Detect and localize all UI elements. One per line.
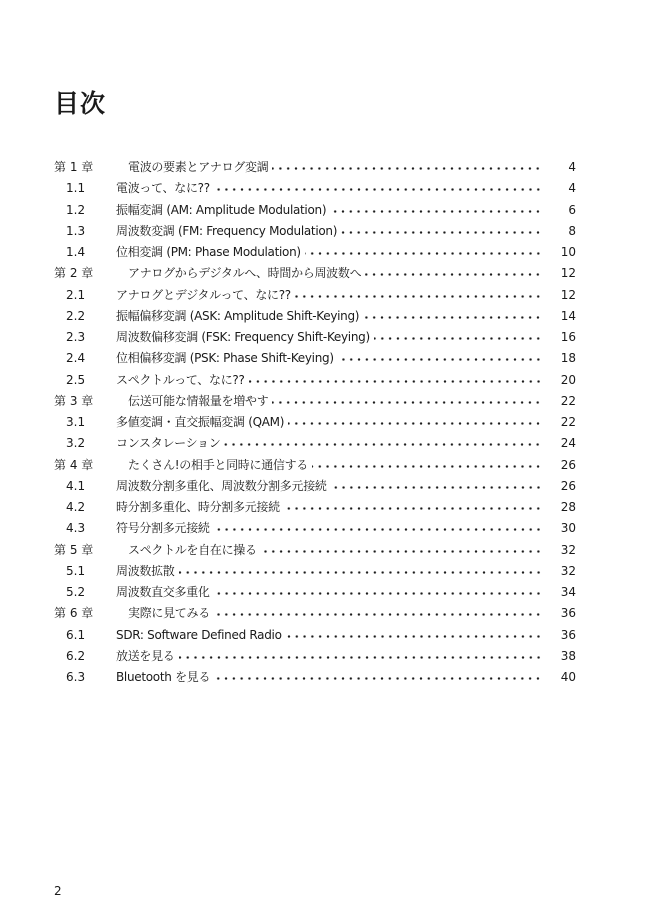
toc-entry-page: 6	[568, 202, 576, 217]
toc-entry-page: 32	[560, 542, 576, 557]
toc-entry-page: 34	[560, 585, 576, 599]
toc-entry-number: 3.2	[66, 436, 86, 451]
dot-leader	[331, 486, 542, 489]
dot-leader	[224, 443, 542, 446]
page-number: 2	[54, 884, 62, 898]
toc-entry-number: 2.2	[66, 308, 86, 323]
toc-entry-title: たくさん!の相手と同時に通信する	[128, 457, 309, 472]
toc-entry-page: 20	[560, 372, 576, 387]
toc-entry-number: 2.3	[66, 330, 86, 344]
toc-entry-title: 振幅偏移変調 (ASK: Amplitude Shift-Keying)	[116, 308, 360, 323]
toc-entry-title: アナログとデジタルって、なに??	[116, 287, 291, 302]
toc-chapter-entry[interactable]	[54, 157, 576, 178]
dot-leader	[286, 635, 542, 638]
toc-entry-number: 6.2	[66, 648, 86, 663]
toc-entry-title: 多値変調・直交振幅変調 (QAM)	[116, 415, 285, 429]
toc-section-entry[interactable]	[54, 497, 576, 518]
toc-entry-title: 位相偏移変調 (PSK: Phase Shift-Keying)	[116, 351, 334, 366]
page-title: 目次	[54, 89, 107, 118]
toc-entry-page: 32	[560, 563, 576, 578]
toc-chapter-entry[interactable]	[54, 540, 576, 561]
toc-entry-number: 2.1	[66, 287, 86, 302]
toc-entry-title: 放送を見る	[116, 648, 175, 663]
toc-entry-title: 電波って、なに??	[116, 181, 210, 196]
toc-entry-page: 4	[568, 160, 576, 174]
toc-entry-title: 電波の要素とアナログ変調	[128, 160, 269, 174]
toc-entry-number: 4.3	[66, 521, 86, 536]
toc-entry-number: 6.1	[66, 627, 86, 642]
toc-section-entry[interactable]	[54, 518, 576, 539]
toc-section-entry[interactable]	[54, 412, 576, 433]
dot-leader	[374, 337, 542, 340]
dot-leader	[338, 358, 542, 361]
toc-section-entry[interactable]	[54, 561, 576, 582]
toc-entry-title: スペクトルを自在に操る	[128, 542, 257, 557]
dot-leader	[305, 252, 542, 255]
dot-leader	[272, 167, 542, 170]
toc-entry-number: 5.2	[66, 585, 86, 599]
dot-leader	[288, 422, 542, 425]
toc-section-entry[interactable]	[54, 178, 576, 199]
dot-leader	[363, 316, 542, 319]
table-of-contents	[54, 157, 576, 688]
toc-section-entry[interactable]	[54, 582, 576, 603]
toc-entry-title: 周波数偏移変調 (FSK: Frequency Shift-Keying)	[116, 330, 370, 344]
toc-section-entry[interactable]	[54, 433, 576, 454]
dot-leader	[261, 550, 542, 553]
toc-section-entry[interactable]	[54, 200, 576, 221]
toc-entry-number: 3.1	[66, 415, 86, 429]
toc-entry-page: 36	[560, 627, 576, 642]
dot-leader	[214, 592, 542, 595]
dot-leader	[284, 507, 542, 510]
toc-entry-number: 1.1	[66, 181, 86, 196]
toc-entry-title: 周波数分割多重化、周波数分割多元接続	[116, 478, 327, 493]
toc-entry-number: 第 3 章	[54, 393, 94, 408]
dot-leader	[249, 380, 542, 383]
toc-entry-title: 符号分割多元接続	[116, 521, 210, 536]
toc-entry-title: Bluetooth を見る	[116, 670, 211, 684]
toc-entry-number: 第 6 章	[54, 606, 94, 621]
toc-chapter-entry[interactable]	[54, 455, 576, 476]
toc-entry-title: アナログからデジタルへ、時間から周波数へ	[128, 266, 362, 281]
dot-leader	[214, 188, 542, 191]
toc-entry-page: 12	[560, 287, 576, 302]
toc-section-entry[interactable]	[54, 306, 576, 327]
toc-entry-number: 第 5 章	[54, 542, 94, 557]
toc-entry-title: 位相変調 (PM: Phase Modulation)	[116, 245, 301, 259]
toc-chapter-entry[interactable]	[54, 263, 576, 284]
toc-entry-page: 22	[560, 393, 576, 408]
toc-entry-page: 18	[560, 351, 576, 366]
toc-entry-page: 22	[560, 415, 576, 429]
dot-leader	[295, 295, 542, 298]
toc-entry-number: 6.3	[66, 670, 86, 684]
toc-entry-title: 周波数拡散	[116, 563, 175, 578]
toc-entry-number: 1.4	[66, 245, 86, 259]
toc-entry-page: 40	[560, 670, 576, 684]
toc-section-entry[interactable]	[54, 476, 576, 497]
toc-entry-number: 第 2 章	[54, 266, 94, 281]
toc-chapter-entry[interactable]	[54, 391, 576, 412]
toc-section-entry[interactable]	[54, 327, 576, 348]
toc-section-entry[interactable]	[54, 667, 576, 688]
toc-entry-title: 伝送可能な情報量を増やす	[128, 393, 269, 408]
toc-entry-page: 24	[560, 436, 576, 451]
dot-leader	[179, 571, 542, 574]
toc-entry-page: 14	[560, 308, 576, 323]
dot-leader	[341, 231, 542, 234]
dot-leader	[330, 210, 542, 213]
dot-leader	[272, 401, 542, 404]
toc-entry-title: SDR: Software Defined Radio	[116, 627, 282, 642]
toc-entry-number: 4.1	[66, 478, 86, 493]
toc-entry-page: 10	[560, 245, 576, 259]
toc-entry-page: 4	[568, 181, 576, 196]
toc-entry-page: 38	[560, 648, 576, 663]
toc-entry-page: 12	[560, 266, 576, 281]
toc-entry-page: 36	[560, 606, 576, 621]
dot-leader	[179, 656, 542, 659]
toc-section-entry[interactable]	[54, 285, 576, 306]
toc-section-entry[interactable]	[54, 625, 576, 646]
toc-entry-title: スペクトルって、なに??	[116, 372, 245, 387]
toc-entry-number: 5.1	[66, 563, 86, 578]
dot-leader	[214, 528, 542, 531]
toc-entry-number: 2.4	[66, 351, 86, 366]
dot-leader	[214, 613, 542, 616]
toc-entry-page: 16	[560, 330, 576, 344]
toc-entry-page: 30	[560, 521, 576, 536]
toc-section-entry[interactable]	[54, 348, 576, 369]
toc-entry-title: 周波数変調 (FM: Frequency Modulation)	[116, 223, 338, 238]
toc-entry-number: 1.2	[66, 202, 86, 217]
toc-entry-number: 4.2	[66, 500, 86, 514]
toc-chapter-entry[interactable]	[54, 603, 576, 624]
toc-section-entry[interactable]	[54, 370, 576, 391]
toc-section-entry[interactable]	[54, 221, 576, 242]
dot-leader	[214, 677, 542, 680]
toc-section-entry[interactable]	[54, 646, 576, 667]
toc-entry-number: 第 1 章	[54, 160, 94, 174]
toc-entry-title: 周波数直交多重化	[116, 585, 210, 599]
toc-entry-page: 28	[560, 500, 576, 514]
toc-entry-title: 振幅変調 (AM: Amplitude Modulation)	[116, 202, 327, 217]
toc-entry-page: 26	[560, 478, 576, 493]
toc-entry-number: 第 4 章	[54, 457, 94, 472]
toc-entry-page: 26	[560, 457, 576, 472]
dot-leader	[365, 273, 542, 276]
toc-entry-number: 1.3	[66, 223, 86, 238]
toc-entry-page: 8	[568, 223, 576, 238]
toc-entry-title: 実際に見てみる	[128, 606, 210, 621]
toc-entry-title: コンスタレーション	[116, 436, 221, 451]
toc-entry-number: 2.5	[66, 372, 86, 387]
toc-section-entry[interactable]	[54, 242, 576, 263]
toc-entry-title: 時分割多重化、時分割多元接続	[116, 500, 280, 514]
dot-leader	[312, 465, 542, 468]
